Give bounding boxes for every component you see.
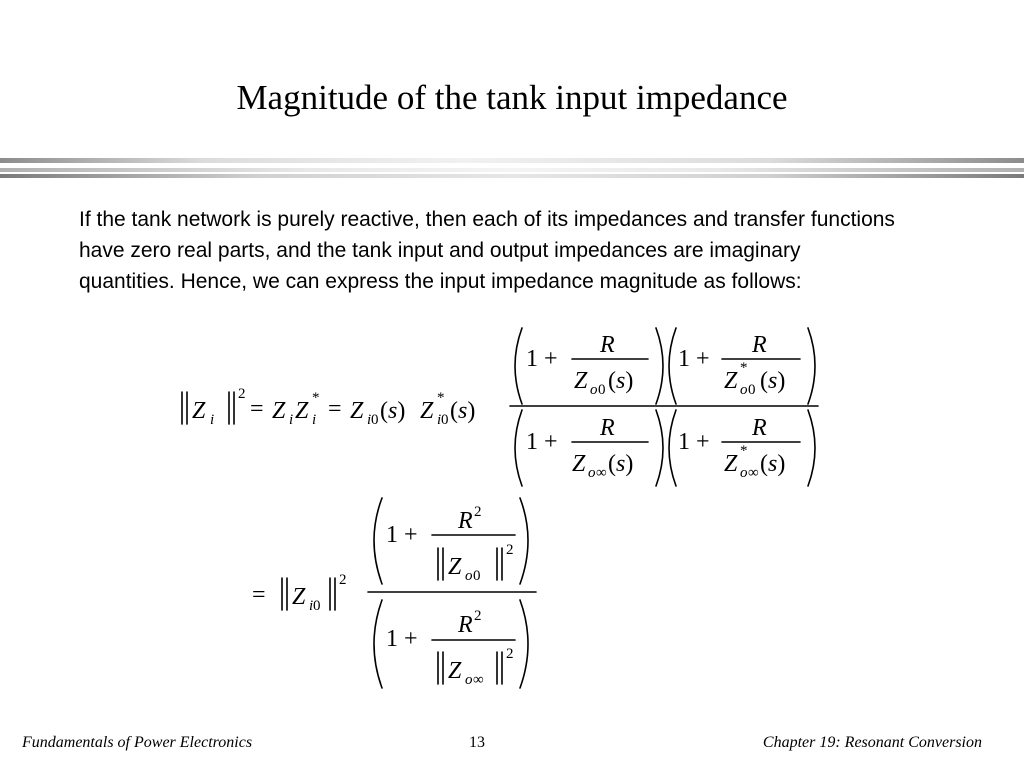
svg-text:0: 0 — [748, 382, 756, 398]
svg-text:=: = — [328, 396, 342, 422]
svg-text:2: 2 — [506, 646, 514, 662]
svg-text:Z: Z — [272, 398, 286, 424]
svg-text:1 +: 1 + — [386, 626, 418, 652]
svg-text:o: o — [740, 465, 748, 481]
svg-text:1 +: 1 + — [386, 522, 418, 548]
svg-text:Z: Z — [448, 554, 462, 580]
svg-text:2: 2 — [238, 386, 246, 402]
svg-text:o: o — [465, 568, 473, 584]
svg-text:0: 0 — [371, 412, 379, 428]
svg-text:o: o — [465, 672, 473, 688]
svg-text:2: 2 — [474, 608, 482, 624]
svg-text:1 +: 1 + — [678, 429, 710, 455]
svg-text:i: i — [367, 412, 372, 428]
svg-text:0: 0 — [598, 382, 606, 398]
svg-text:∞: ∞ — [473, 672, 484, 688]
svg-text:R: R — [752, 415, 767, 441]
svg-text:Z: Z — [574, 368, 588, 394]
svg-text:o: o — [740, 382, 748, 398]
svg-text:Z: Z — [572, 451, 586, 477]
svg-text:Z: Z — [724, 451, 738, 477]
svg-text:Z: Z — [350, 398, 364, 424]
svg-text:i: i — [210, 412, 215, 428]
svg-text:∞: ∞ — [748, 465, 759, 481]
svg-text:R: R — [458, 508, 473, 534]
svg-text:0: 0 — [313, 598, 321, 614]
svg-text:o: o — [590, 382, 598, 398]
svg-text:2: 2 — [474, 504, 482, 520]
svg-text:i: i — [312, 412, 317, 428]
svg-text:i: i — [309, 598, 314, 614]
svg-text:Z: Z — [192, 398, 206, 424]
svg-text:*: * — [437, 390, 445, 406]
svg-text:=: = — [252, 582, 266, 608]
svg-text:1 +: 1 + — [526, 429, 558, 455]
svg-text:*: * — [312, 390, 320, 406]
svg-text:Z: Z — [420, 398, 434, 424]
svg-text:1 +: 1 + — [678, 346, 710, 372]
footer-book-title: Fundamentals of Power Electronics — [22, 734, 253, 751]
svg-text:R: R — [458, 612, 473, 638]
svg-text:(s): (s) — [760, 368, 786, 394]
svg-text:(s): (s) — [380, 398, 406, 424]
svg-text:(s): (s) — [608, 368, 634, 394]
svg-text:0: 0 — [473, 568, 481, 584]
svg-text:Z: Z — [448, 658, 462, 684]
svg-text:i: i — [289, 412, 294, 428]
svg-text:R: R — [600, 415, 615, 441]
svg-text:R: R — [752, 332, 767, 358]
svg-text:Z: Z — [295, 398, 309, 424]
svg-text:Z: Z — [724, 368, 738, 394]
footer-chapter: Chapter 19: Resonant Conversion — [762, 734, 982, 751]
svg-text:Z: Z — [292, 584, 306, 610]
svg-text:1 +: 1 + — [526, 346, 558, 372]
svg-text:*: * — [740, 360, 748, 376]
svg-text:∞: ∞ — [596, 465, 607, 481]
body-paragraph: If the tank network is purely reactive, then each of its impedances and transfer functions have zero real parts, and the tank input and output impedances are imaginary quantities. Hence, we can express the input impedance magnitude as follows: — [79, 208, 895, 293]
svg-text:(s): (s) — [608, 451, 634, 477]
svg-text:0: 0 — [441, 412, 449, 428]
svg-text:=: = — [250, 396, 264, 422]
page-number: 13 — [469, 734, 485, 751]
svg-text:R: R — [600, 332, 615, 358]
svg-text:o: o — [588, 465, 596, 481]
svg-text:(s): (s) — [450, 398, 476, 424]
svg-text:(s): (s) — [760, 451, 786, 477]
svg-text:i: i — [437, 412, 442, 428]
svg-text:2: 2 — [506, 542, 514, 558]
svg-text:2: 2 — [339, 572, 347, 588]
slide-title: Magnitude of the tank input impedance — [236, 78, 788, 117]
svg-text:*: * — [740, 443, 748, 459]
